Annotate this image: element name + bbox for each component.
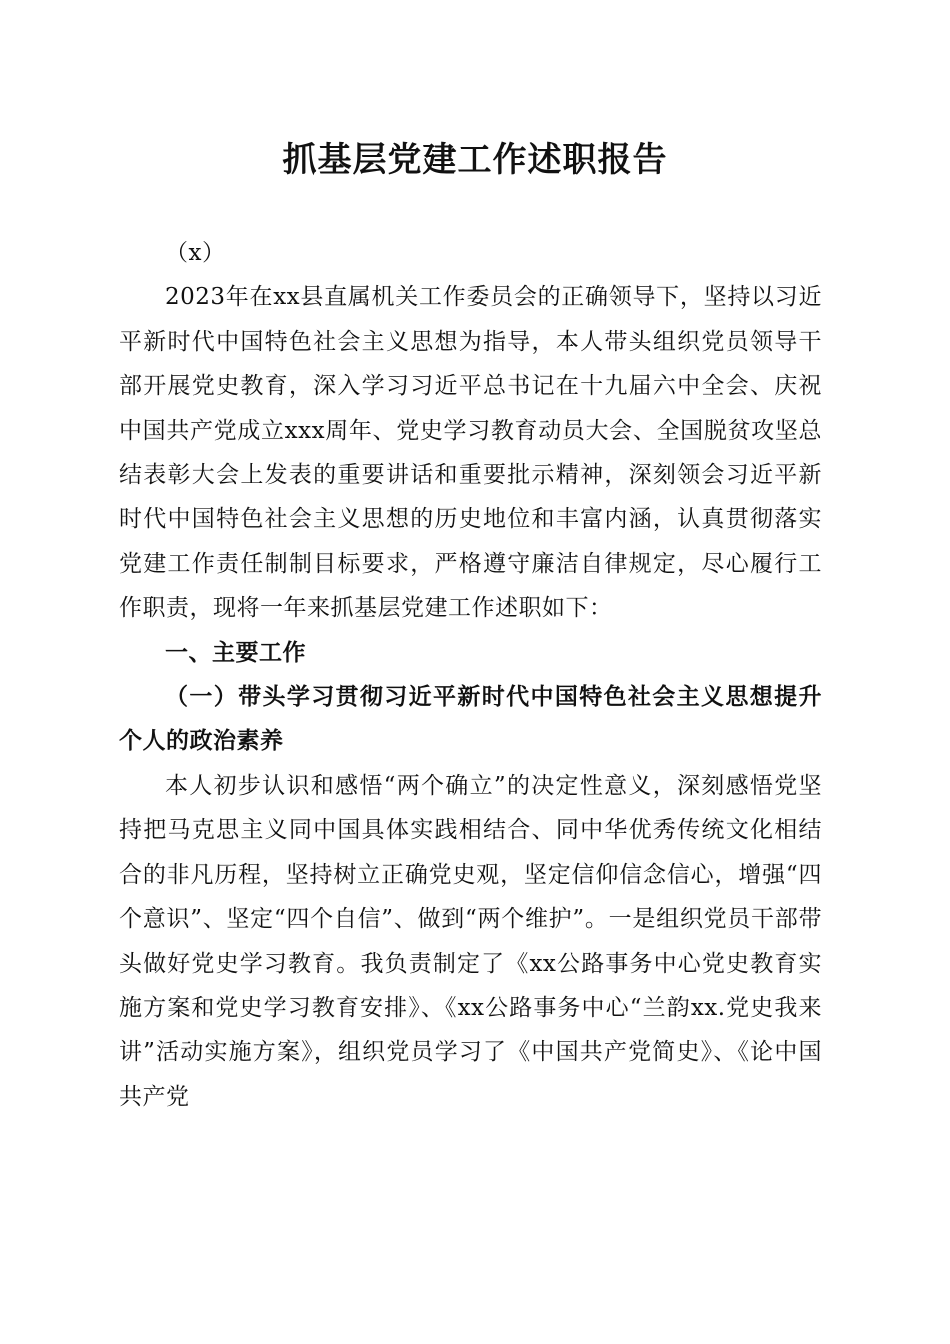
body-paragraph-1: 本人初步认识和感悟“两个确立”的决定性意义，深刻感悟党坚持把马克思主义同中国具体实践相结合、同中华优秀传统文化相结合的非凡历程，坚持树立正确党史观，坚定信仰信念信心，增强“四个意识”、坚定“四个自信”、做到“两个维护”。一是组织党员干部带头做好党史学习教育。我负责制定了《xx公路事务中心党史教育实施方案和党史学习教育安排》、《xx公路事务中心“兰韵xx.党史我来讲”活动实施方案》，组织党员学习了《中国共产党简史》、《论中国共产党: [119, 772, 822, 1110]
subsection-heading-1: （一）带头学习贯彻习近平新时代中国特色社会主义思想提升个人的政治素养: [119, 683, 822, 755]
section-heading-main-work: 一、主要工作: [165, 639, 306, 666]
document-body: [119, 231, 822, 1119]
author-line: （x）: [165, 240, 226, 266]
document-title: 抓基层党建工作述职报告: [282, 140, 668, 180]
intro-paragraph: 2023年在xx县直属机关工作委员会的正确领导下，坚持以习近平新时代中国特色社会主义思想为指导，本人带头组织党员领导干部开展党史教育，深入学习习近平总书记在十九届六中全会、庆祝中国共产党成立xxx周年、党史学习教育动员大会、全国脱贫攻坚总结表彰大会上发表的重要讲话和重要批示精神，深刻领会习近平新时代中国特色社会主义思想的历史地位和丰富内涵，认真贯彻落实党建工作责任制制目标要求，严格遵守廉洁自律规定，尽心履行工作职责，现将一年来抓基层党建工作述职如下：: [119, 284, 822, 622]
